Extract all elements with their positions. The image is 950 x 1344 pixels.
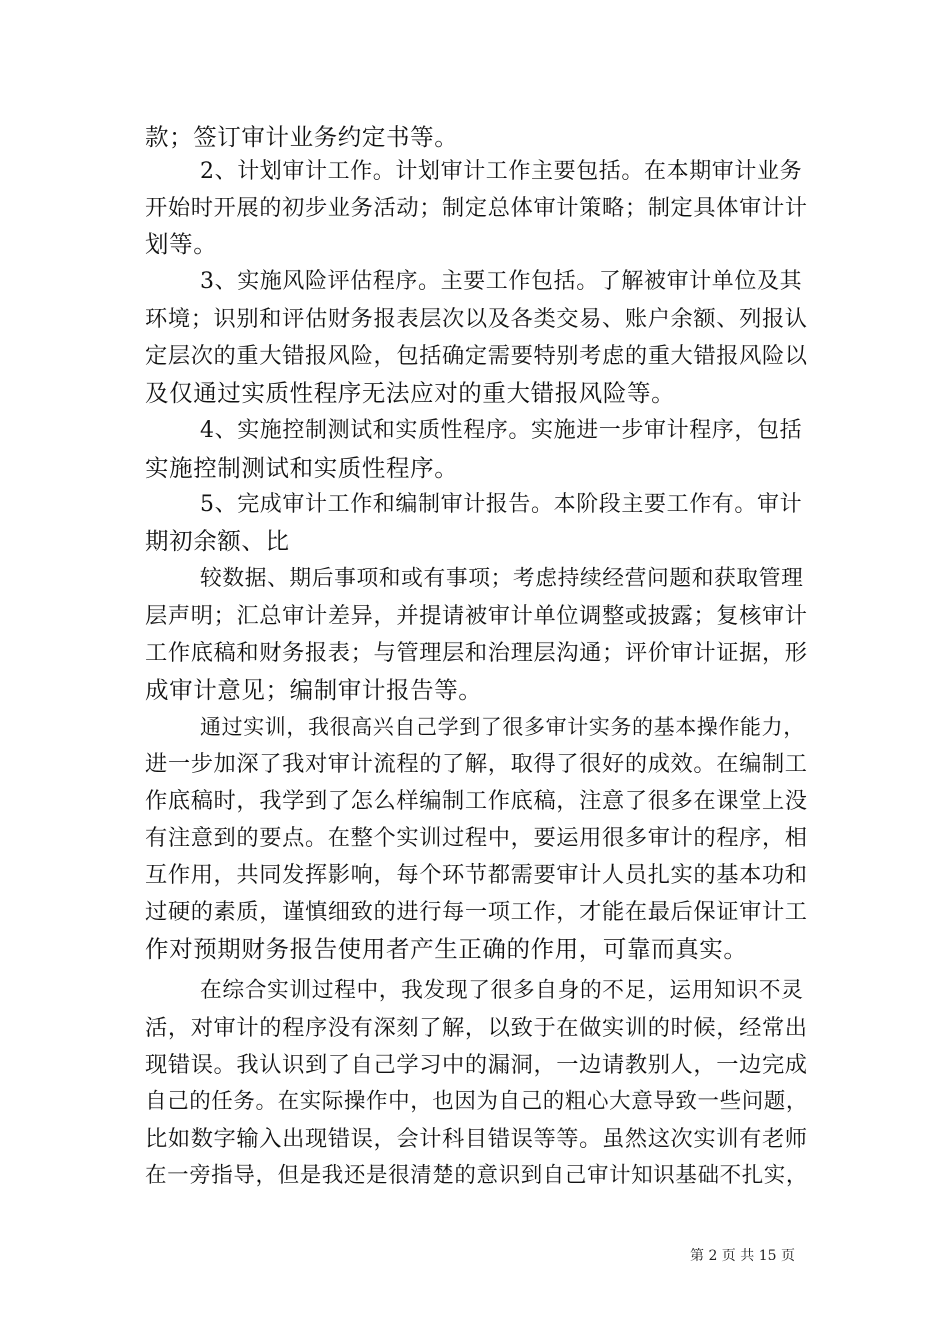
text-line: 较数据、期后事项和或有事项；考虑持续经营问题和获取管理 [200, 566, 804, 591]
text-line: 3、实施风险评估程序。主要工作包括。了解被审计单位及其 [200, 269, 803, 294]
text-line: 进一步加深了我对审计流程的了解，取得了很好的成效。在编制工 [145, 751, 808, 777]
text-line: 过硬的素质，谨慎细致的进行每一项工作，才能在最后保证审计工 [145, 899, 808, 925]
text-line: 层声明；汇总审计差异，并提请被审计单位调整或披露；复核审计 [145, 603, 808, 629]
text-line: 5、完成审计工作和编制审计报告。本阶段主要工作有。审计 [200, 492, 803, 517]
text-line: 工作底稿和财务报表；与管理层和治理层沟通；评价审计证据，形 [145, 640, 808, 666]
text-line: 自己的任务。在实际操作中，也因为自己的粗心大意导致一些问题， [145, 1089, 809, 1114]
text-line: 款；签订审计业务约定书等。 [145, 123, 459, 151]
text-line: 4、实施控制测试和实质性程序。实施进一步审计程序，包括 [200, 418, 803, 443]
text-line: 活，对审计的程序没有深刻了解，以致于在做实训的时候，经常出 [145, 1015, 808, 1041]
text-line: 定层次的重大错报风险，包括确定需要特别考虑的重大错报风险以 [145, 343, 808, 369]
text-line: 作底稿时，我学到了怎么样编制工作底稿，注意了很多在课堂上没 [145, 788, 808, 814]
text-line: 环境；识别和评估财务报表层次以及各类交易、账户余额、列报认 [145, 306, 808, 332]
text-line: 2、计划审计工作。计划审计工作主要包括。在本期审计业务 [200, 159, 803, 184]
text-line: 在综合实训过程中，我发现了很多自身的不足，运用知识不灵 [200, 978, 804, 1003]
text-line: 作对预期财务报告使用者产生正确的作用，可靠而真实。 [145, 935, 748, 963]
text-line: 在一旁指导，但是我还是很清楚的意识到自己审计知识基础不扎实， [145, 1163, 809, 1188]
text-line: 划等。 [145, 230, 218, 258]
text-line: 互作用，共同发挥影响，每个环节都需要审计人员扎实的基本功和 [145, 862, 808, 888]
text-line: 实施控制测试和实质性程序。 [145, 454, 459, 482]
text-line: 成审计意见；编制审计报告等。 [145, 676, 483, 704]
text-line: 期初余额、比 [145, 527, 290, 555]
text-line: 通过实训，我很高兴自己学到了很多审计实务的基本操作能力， [200, 715, 805, 739]
text-line: 比如数字输入出现错误，会计科目错误等等。虽然这次实训有老师 [145, 1126, 808, 1152]
page-number: 第 2 页 共 15 页 [690, 1248, 795, 1264]
text-line: 有注意到的要点。在整个实训过程中，要运用很多审计的程序，相 [145, 825, 808, 851]
text-line: 及仅通过实质性程序无法应对的重大错报风险等。 [145, 379, 676, 407]
text-line: 现错误。我认识到了自己学习中的漏洞，一边请教别人，一边完成 [145, 1052, 808, 1078]
text-line: 开始时开展的初步业务活动；制定总体审计策略；制定具体审计计 [145, 195, 808, 221]
